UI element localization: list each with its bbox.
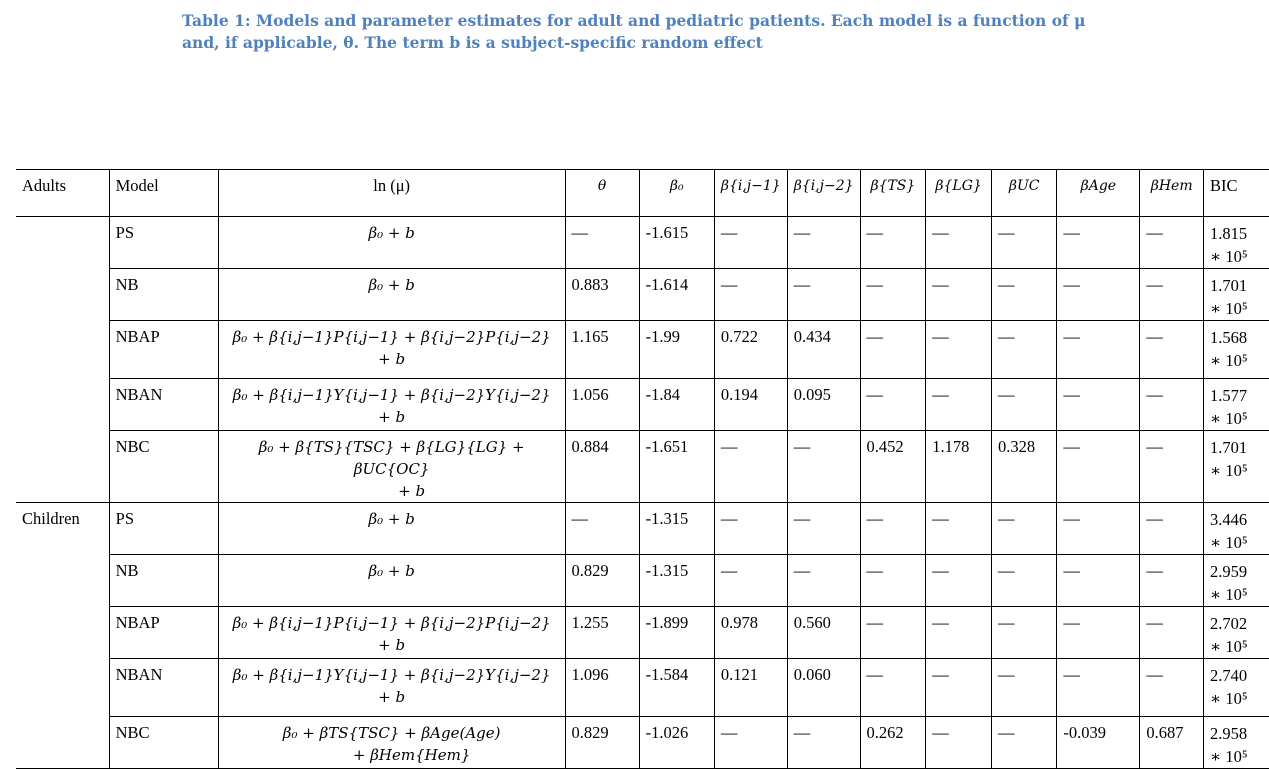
theta-value: 0.884 [565, 431, 639, 503]
header-theta: θ [565, 170, 639, 217]
bic-mantissa: 3.446 [1210, 510, 1248, 529]
beta-lag2-value: — [787, 269, 860, 321]
beta-ts-value: — [860, 659, 926, 717]
row-group-label [16, 555, 109, 607]
beta-lag2-value: 0.434 [787, 321, 860, 379]
bic-exponent: ∗ 10⁵ [1210, 689, 1248, 708]
beta-hem-value: — [1140, 607, 1204, 659]
row-group-label [16, 217, 109, 269]
bic-mantissa: 1.701 [1210, 438, 1248, 457]
equation-line-1: β₀ + β{TS}{TSC} + β{LG}{LG} + βUC{OC} [258, 438, 525, 478]
beta-lag2-value: — [787, 717, 860, 769]
model-name: NBAN [109, 659, 218, 717]
beta-lag1-value: 0.978 [714, 607, 787, 659]
beta-lg-value: — [926, 379, 992, 431]
beta-ts-value: 0.452 [860, 431, 926, 503]
bic-value [1204, 379, 1269, 431]
beta-uc-value: — [991, 659, 1056, 717]
header-beta-lg: β{LG} [926, 170, 992, 217]
header-beta-uc: βUC [991, 170, 1056, 217]
table-body [16, 217, 1269, 769]
beta-uc-value: — [991, 607, 1056, 659]
beta0-value: -1.315 [639, 555, 714, 607]
beta-lag1-value: 0.121 [714, 659, 787, 717]
model-name: NB [109, 269, 218, 321]
beta-lg-value: — [926, 217, 992, 269]
model-name: NBC [109, 717, 218, 769]
beta-uc-value: — [991, 555, 1056, 607]
beta-hem-value: — [1140, 659, 1204, 717]
beta-lag1-value: 0.194 [714, 379, 787, 431]
results-table [16, 169, 1269, 769]
table-row [16, 717, 1269, 769]
beta-lg-value: 1.178 [926, 431, 992, 503]
beta-age-value: — [1057, 269, 1140, 321]
beta-hem-value: — [1140, 321, 1204, 379]
beta0-value: -1.99 [639, 321, 714, 379]
beta-lg-value: — [926, 607, 992, 659]
theta-value: — [565, 217, 639, 269]
beta-lag2-value: — [787, 503, 860, 555]
header-beta-lag1: β{i,j−1} [714, 170, 787, 217]
bic-exponent: ∗ 10⁵ [1210, 637, 1248, 656]
row-group-label [16, 659, 109, 717]
header-beta0: β₀ [639, 170, 714, 217]
bic-mantissa: 2.959 [1210, 562, 1248, 581]
bic-mantissa: 1.568 [1210, 328, 1248, 347]
bic-value [1204, 503, 1269, 555]
bic-exponent: ∗ 10⁵ [1210, 747, 1248, 766]
table-row [16, 431, 1269, 503]
header-equation: ln (μ) [218, 170, 565, 217]
beta-uc-value: — [991, 269, 1056, 321]
beta-ts-value: — [860, 503, 926, 555]
bic-value [1204, 607, 1269, 659]
table-row [16, 379, 1269, 431]
beta-age-value: — [1057, 217, 1140, 269]
equation-line-2: + βHem{Hem} [352, 746, 471, 764]
equation-line-1: β₀ + b [368, 510, 415, 528]
theta-value: 0.829 [565, 555, 639, 607]
beta-ts-value: 0.262 [860, 717, 926, 769]
equation-line-1: β₀ + β{i,j−1}Y{i,j−1} + β{i,j−2}Y{i,j−2} + b [232, 386, 551, 426]
beta-ts-value: — [860, 607, 926, 659]
header-bic: BIC [1204, 170, 1269, 217]
table-row [16, 217, 1269, 269]
bic-mantissa: 1.701 [1210, 276, 1248, 295]
beta-lag1-value: — [714, 431, 787, 503]
beta-uc-value: 0.328 [991, 431, 1056, 503]
model-name: NBAP [109, 607, 218, 659]
bic-value [1204, 269, 1269, 321]
beta0-value: -1.584 [639, 659, 714, 717]
beta-lg-value: — [926, 659, 992, 717]
beta-hem-value: 0.687 [1140, 717, 1204, 769]
beta-uc-value: — [991, 503, 1056, 555]
bic-exponent: ∗ 10⁵ [1210, 351, 1248, 370]
header-group: Adults [16, 170, 109, 217]
beta0-value: -1.026 [639, 717, 714, 769]
equation-line-1: β₀ + b [368, 276, 415, 294]
beta-age-value: — [1057, 659, 1140, 717]
equation [218, 217, 565, 269]
equation [218, 431, 565, 503]
equation-line-1: β₀ + b [368, 562, 415, 580]
header-beta-lag2: β{i,j−2} [787, 170, 860, 217]
row-group-label [16, 379, 109, 431]
model-name: PS [109, 503, 218, 555]
row-group-label: Children [22, 509, 80, 528]
bic-value [1204, 555, 1269, 607]
model-name: NBC [109, 431, 218, 503]
beta-hem-value: — [1140, 217, 1204, 269]
beta-lag1-value: — [714, 217, 787, 269]
bic-value [1204, 659, 1269, 717]
beta-ts-value: — [860, 217, 926, 269]
theta-value: 1.255 [565, 607, 639, 659]
beta-lag1-value: 0.722 [714, 321, 787, 379]
bic-value [1204, 321, 1269, 379]
equation [218, 717, 565, 769]
beta-lag2-value: 0.560 [787, 607, 860, 659]
beta-lag2-value: 0.060 [787, 659, 860, 717]
beta-lg-value: — [926, 503, 992, 555]
beta-uc-value: — [991, 379, 1056, 431]
beta-hem-value: — [1140, 503, 1204, 555]
equation-line-1: β₀ + b [368, 224, 415, 242]
row-group-label [16, 607, 109, 659]
bic-exponent: ∗ 10⁵ [1210, 585, 1248, 604]
equation [218, 607, 565, 659]
beta0-value: -1.899 [639, 607, 714, 659]
beta-ts-value: — [860, 379, 926, 431]
beta0-value: -1.651 [639, 431, 714, 503]
beta-lag1-value: — [714, 269, 787, 321]
beta-ts-value: — [860, 269, 926, 321]
beta-hem-value: — [1140, 269, 1204, 321]
bic-value [1204, 431, 1269, 503]
beta-age-value: — [1057, 431, 1140, 503]
beta-age-value: — [1057, 555, 1140, 607]
bic-exponent: ∗ 10⁵ [1210, 247, 1248, 266]
equation-line-1: β₀ + β{i,j−1}Y{i,j−1} + β{i,j−2}Y{i,j−2} + b [232, 666, 551, 706]
equation [218, 503, 565, 555]
theta-value: 1.096 [565, 659, 639, 717]
beta-hem-value: — [1140, 555, 1204, 607]
equation-line-2: + b [398, 482, 426, 500]
bic-exponent: ∗ 10⁵ [1210, 461, 1248, 480]
table-caption [182, 10, 1182, 54]
bic-exponent: ∗ 10⁵ [1210, 299, 1248, 318]
header-beta-hem: βHem [1140, 170, 1204, 217]
model-name: NBAN [109, 379, 218, 431]
row-group-label [16, 321, 109, 379]
equation [218, 379, 565, 431]
beta0-value: -1.315 [639, 503, 714, 555]
bic-mantissa: 1.815 [1210, 224, 1248, 243]
header-beta-ts: β{TS} [860, 170, 926, 217]
beta-lag1-value: — [714, 503, 787, 555]
equation [218, 269, 565, 321]
beta-uc-value: — [991, 321, 1056, 379]
equation [218, 659, 565, 717]
beta-uc-value: — [991, 717, 1056, 769]
beta-hem-value: — [1140, 379, 1204, 431]
bic-exponent: ∗ 10⁵ [1210, 533, 1248, 552]
table-row [16, 555, 1269, 607]
table-row [16, 321, 1269, 379]
bic-mantissa: 1.577 [1210, 386, 1248, 405]
beta-age-value: — [1057, 607, 1140, 659]
beta-lg-value: — [926, 321, 992, 379]
caption-line-1: Table 1: Models and parameter estimates for adult and pediatric patients. Each model is a function of μ [182, 11, 1086, 30]
model-name: NB [109, 555, 218, 607]
row-group-label [16, 269, 109, 321]
header-model: Model [109, 170, 218, 217]
equation-line-1: β₀ + β{i,j−1}P{i,j−1} + β{i,j−2}P{i,j−2} + b [232, 328, 551, 368]
table-row [16, 269, 1269, 321]
table-row [16, 659, 1269, 717]
beta-lag2-value: 0.095 [787, 379, 860, 431]
beta-uc-value: — [991, 217, 1056, 269]
theta-value: 0.883 [565, 269, 639, 321]
header-row [16, 170, 1269, 217]
bic-exponent: ∗ 10⁵ [1210, 409, 1248, 428]
bic-value [1204, 217, 1269, 269]
model-name: PS [109, 217, 218, 269]
table-row [16, 503, 1269, 555]
bic-mantissa: 2.702 [1210, 614, 1248, 633]
caption-line-2: and, if applicable, θ. The term b is a subject-specific random effect [182, 33, 763, 52]
theta-value: 0.829 [565, 717, 639, 769]
beta0-value: -1.615 [639, 217, 714, 269]
row-group-label [16, 717, 109, 769]
beta-lag2-value: — [787, 555, 860, 607]
beta-lg-value: — [926, 717, 992, 769]
equation-line-1: β₀ + βTS{TSC} + βAge(Age) [282, 724, 501, 742]
bic-mantissa: 2.740 [1210, 666, 1248, 685]
beta-age-value: -0.039 [1057, 717, 1140, 769]
model-name: NBAP [109, 321, 218, 379]
beta-lg-value: — [926, 555, 992, 607]
beta-lag1-value: — [714, 555, 787, 607]
beta-age-value: — [1057, 503, 1140, 555]
theta-value: — [565, 503, 639, 555]
row-group-label [16, 431, 109, 503]
theta-value: 1.056 [565, 379, 639, 431]
beta-ts-value: — [860, 321, 926, 379]
beta-hem-value: — [1140, 431, 1204, 503]
beta-lag2-value: — [787, 431, 860, 503]
beta-lag1-value: — [714, 717, 787, 769]
beta-lg-value: — [926, 269, 992, 321]
equation [218, 321, 565, 379]
beta0-value: -1.614 [639, 269, 714, 321]
beta-age-value: — [1057, 379, 1140, 431]
beta-ts-value: — [860, 555, 926, 607]
bic-value [1204, 717, 1269, 769]
bic-mantissa: 2.958 [1210, 724, 1248, 743]
theta-value: 1.165 [565, 321, 639, 379]
table-row [16, 607, 1269, 659]
equation [218, 555, 565, 607]
beta0-value: -1.84 [639, 379, 714, 431]
header-beta-age: βAge [1057, 170, 1140, 217]
equation-line-1: β₀ + β{i,j−1}P{i,j−1} + β{i,j−2}P{i,j−2} + b [232, 614, 551, 654]
beta-age-value: — [1057, 321, 1140, 379]
beta-lag2-value: — [787, 217, 860, 269]
